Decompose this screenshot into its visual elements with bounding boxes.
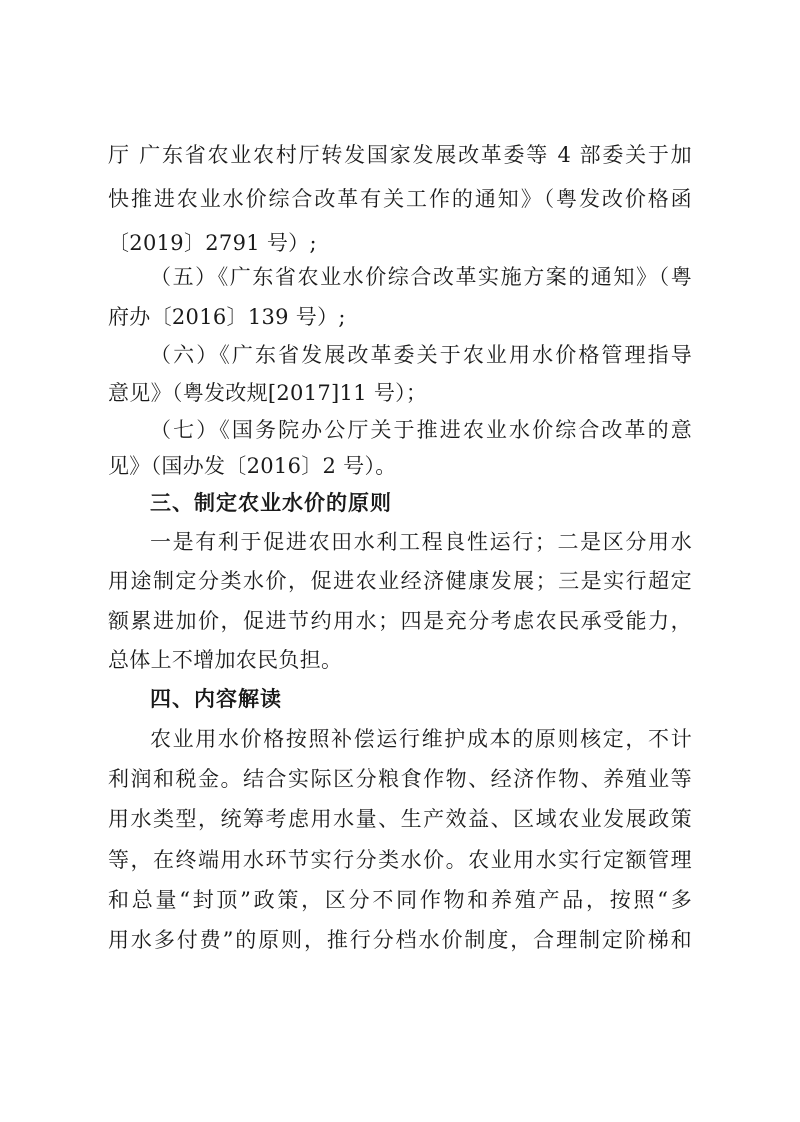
paragraph-line: 农业用水价格按照补偿运行维护成本的原则核定，不计 xyxy=(150,727,692,751)
paragraph-line: 和总量“封顶”政策，区分不同作物和养殖产品，按照“多 xyxy=(108,888,692,912)
paragraph-line: 利润和税金。结合实际区分粮食作物、经济作物、养殖业等 xyxy=(108,767,692,791)
paragraph-line: 用水类型，统筹考虑用水量、生产效益、区域农业发展政策 xyxy=(108,807,692,831)
list-item-5: （五）《广东省农业水价综合改革实施方案的通知》（粤 xyxy=(150,265,692,289)
paragraph-line: 用水多付费”的原则，推行分档水价制度，合理制定阶梯和 xyxy=(108,928,692,952)
text-line: 快推进农业水价综合改革有关工作的通知》（粤发改价格函 xyxy=(108,187,692,211)
paragraph-line: 等，在终端用水环节实行分类水价。农业用水实行定额管理 xyxy=(108,848,692,872)
text-line: 厅 广东省农业农村厅转发国家发展改革委等 4 部委关于加 xyxy=(108,143,692,167)
paragraph-line: 用途制定分类水价，促进农业经济健康发展；三是实行超定 xyxy=(108,569,692,593)
paragraph-line: 额累进加价，促进节约用水；四是充分考虑农民承受能力， xyxy=(108,609,692,633)
text-line: 意见》（粤发改规[2017]11 号）； xyxy=(108,381,428,405)
section-heading-interpretation: 四、内容解读 xyxy=(150,687,282,711)
section-heading-principles: 三、制定农业水价的原则 xyxy=(150,491,392,515)
list-item-7: （七）《国务院办公厅关于推进农业水价综合改革的意 xyxy=(150,418,692,442)
text-line: 府办〔2016〕139 号）; xyxy=(108,305,346,329)
text-line: 见》（国办发〔2016〕2 号）。 xyxy=(108,454,397,478)
text-line: 〔2019〕2791 号）; xyxy=(108,231,317,255)
paragraph-line: 总体上不增加农民负担。 xyxy=(108,648,343,672)
paragraph-line: 一是有利于促进农田水利工程良性运行；二是区分用水 xyxy=(150,530,692,554)
list-item-6: （六）《广东省发展改革委关于农业用水价格管理指导 xyxy=(150,343,692,367)
